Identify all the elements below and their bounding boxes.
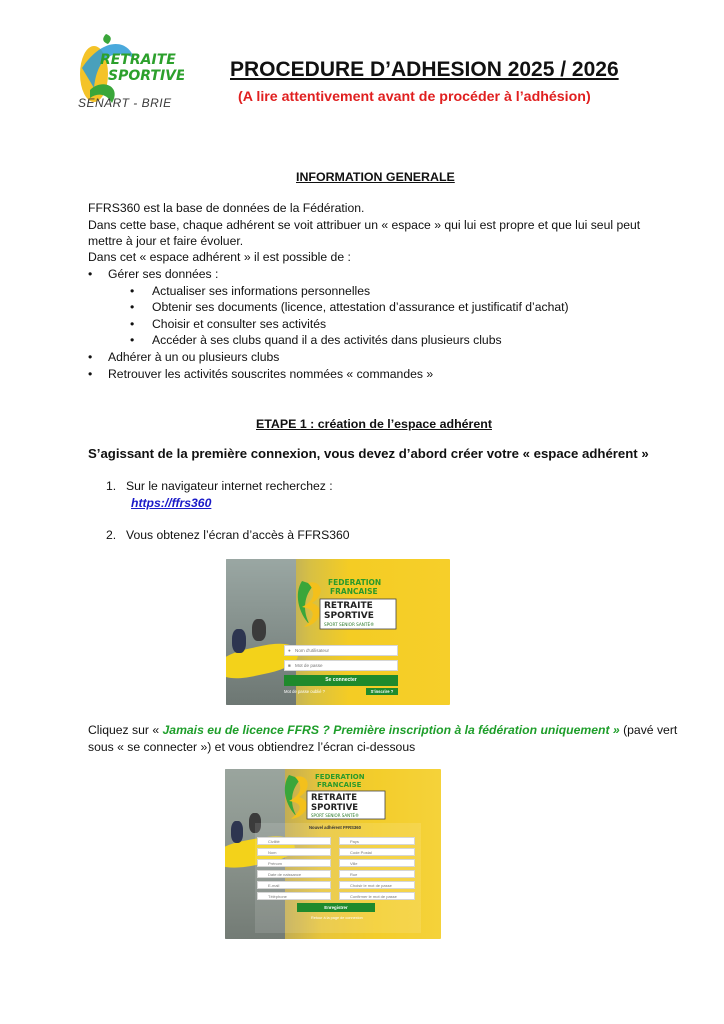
first-registration-label: Jamais eu de licence FFRS ? Première inscription à la fédération uniquement »	[162, 723, 620, 737]
bullet-icon: •	[130, 300, 135, 314]
user-icon: ●	[288, 648, 291, 653]
info-paragraph-2a: Dans cette base, chaque adhérent se voit attribuer un « espace » qui lui est propre et que lui seul peut	[88, 218, 641, 232]
sub-list-item	[130, 283, 370, 300]
register-button[interactable]: S'inscrire ?	[366, 688, 398, 695]
logo-line-3: RETRAITE	[324, 601, 373, 611]
logo-word-retraite: RETRAITE	[100, 52, 176, 68]
sub-list-item-label: Choisir et consulter ses activités	[152, 317, 327, 331]
step1-item-1: Sur le navigateur internet recherchez :	[126, 479, 333, 493]
logo-tagline: SENART - BRIE	[78, 96, 172, 110]
step1-item-1-number: 1.	[106, 479, 117, 493]
bullet-icon: •	[88, 367, 93, 381]
sub-list-item-label: Obtenir ses documents (licence, attestation d’assurance et justificatif d’achat)	[152, 300, 569, 314]
logo-line-2: FRANCAISE	[317, 781, 362, 789]
sub-list-item-label: Accéder à ses clubs quand il a des activités dans plusieurs clubs	[152, 333, 502, 347]
rower-shape	[232, 629, 246, 653]
sub-list-item	[130, 299, 569, 316]
bullet-icon: •	[130, 284, 135, 298]
lastname-input[interactable]: Nom	[257, 848, 331, 856]
logo-line-3: RETRAITE	[311, 793, 358, 803]
logo-line-1: FEDERATION	[328, 578, 382, 587]
username-input[interactable]	[284, 645, 398, 656]
postal-code-input[interactable]: Code Postal	[339, 848, 415, 856]
click-instruction-line-1	[88, 722, 677, 739]
birthdate-input[interactable]: Date de naissance	[257, 870, 331, 878]
registration-screenshot	[225, 769, 441, 939]
logo-line-5: SPORT SENIOR SANTÉ®	[311, 813, 360, 818]
ffrs-logo	[281, 771, 387, 823]
sub-list-item-label: Actualiser ses informations personnelles	[152, 284, 371, 298]
list-item-label: Retrouver les activités souscrites nommées « commandes »	[108, 367, 434, 381]
password-input[interactable]	[284, 660, 398, 671]
click-instruction-line-2: sous « se connecter ») et vous obtiendrez l’écran ci-dessous	[88, 740, 416, 754]
page-subtitle: (A lire attentivement avant de procéder à l’adhésion)	[238, 89, 591, 105]
list-item-label: Adhérer à un ou plusieurs clubs	[108, 350, 280, 364]
info-paragraph-2b: mettre à jour et faire évoluer.	[88, 234, 244, 248]
logo-line-5: SPORT SENIOR SANTÉ®	[324, 622, 375, 627]
page-title: PROCEDURE D’ADHESION 2025 / 2026	[230, 58, 619, 81]
info-heading: INFORMATION GENERALE	[296, 170, 455, 184]
step1-item-2-number: 2.	[106, 528, 117, 542]
bullet-icon: •	[88, 350, 93, 364]
email-field[interactable]: E-mail	[257, 881, 331, 889]
save-button[interactable]: Enregistrer	[297, 903, 375, 912]
list-item-label: Gérer ses données :	[108, 267, 219, 281]
username-placeholder: Nom d'utilisateur	[295, 648, 330, 653]
info-paragraph-3: Dans cet « espace adhérent » il est possible de :	[88, 250, 351, 264]
phone-field[interactable]: Téléphone	[257, 892, 331, 900]
click-suffix: (pavé vert	[619, 723, 678, 737]
sub-list-item	[130, 332, 502, 349]
bullet-icon: •	[88, 267, 93, 281]
confirm-password-input[interactable]: Confirmer le mot de passe	[339, 892, 415, 900]
rower-shape	[231, 821, 243, 843]
info-paragraph-1: FFRS360 est la base de données de la Fédération.	[88, 201, 365, 215]
logo-line-1: FEDERATION	[315, 773, 365, 781]
logo-line-2: FRANCAISE	[330, 587, 378, 596]
logo-word-sportive: SPORTIVE	[108, 68, 184, 84]
registration-heading: Nouvel adhérent FFRS360	[309, 825, 361, 830]
sub-list-item	[130, 316, 326, 333]
forgot-password-link[interactable]: Mot de passe oublié ?	[284, 689, 325, 694]
ffrs360-link[interactable]: https://ffrs360	[131, 496, 212, 510]
login-screenshot	[226, 559, 450, 705]
step1-heading: ETAPE 1 : création de l’espace adhérent	[256, 417, 492, 431]
civility-select[interactable]: Civilité	[257, 837, 331, 845]
step1-item-2: Vous obtenez l’écran d’accès à FFRS360	[126, 528, 350, 542]
street-input[interactable]: Rue	[339, 870, 415, 878]
ffrs-logo	[292, 573, 398, 633]
lock-icon: ■	[288, 663, 291, 668]
bullet-icon: •	[130, 333, 135, 347]
list-item	[88, 366, 433, 383]
click-prefix: Cliquez sur «	[88, 723, 163, 737]
password-input[interactable]: Choisir le mot de passe	[339, 881, 415, 889]
password-placeholder: Mot de passe	[295, 663, 323, 668]
list-item	[88, 349, 279, 366]
back-to-login-link[interactable]: Retour à la page de connexion	[311, 916, 363, 920]
logo-line-4: SPORTIVE	[311, 803, 359, 813]
rower-shape	[252, 619, 266, 641]
list-item	[88, 266, 218, 283]
firstname-input[interactable]: Prénom	[257, 859, 331, 867]
bullet-icon: •	[130, 317, 135, 331]
connect-button[interactable]: Se connecter	[284, 675, 398, 686]
step1-intro: S’agissant de la première connexion, vous devez d’abord créer votre « espace adhérent »	[88, 446, 649, 461]
city-input[interactable]: Ville	[339, 859, 415, 867]
logo-line-4: SPORTIVE	[324, 611, 374, 621]
country-select[interactable]: Pays	[339, 837, 415, 845]
